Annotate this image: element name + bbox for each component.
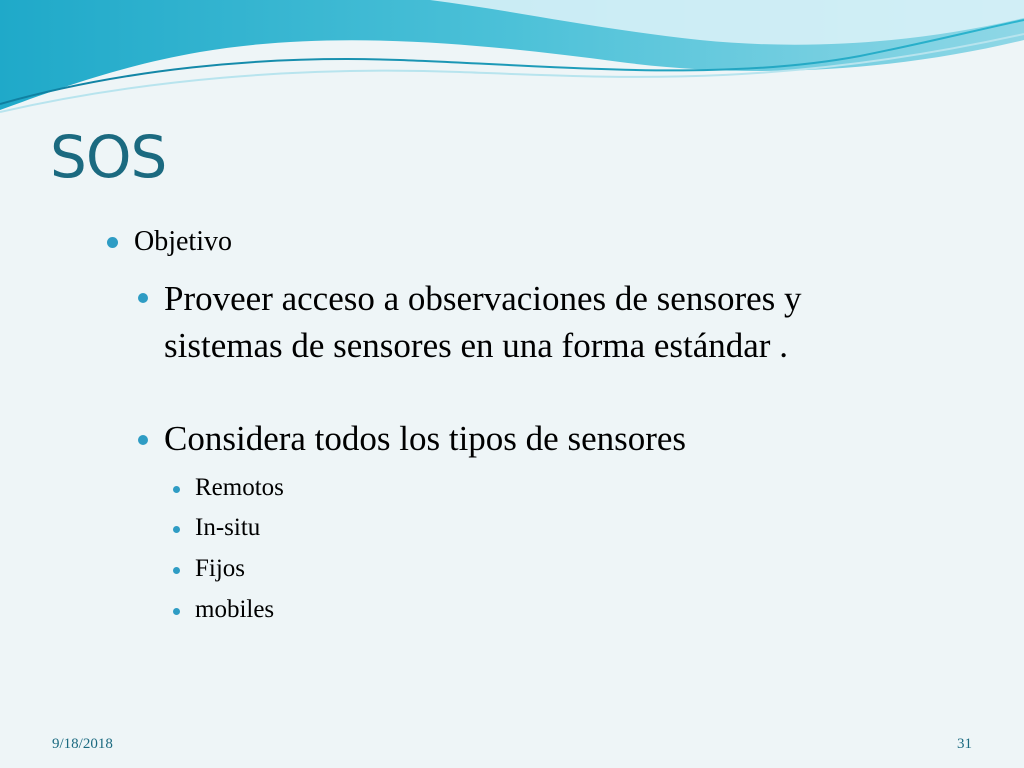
sensor-type-mobile: mobiles: [195, 596, 275, 623]
sensor-types-item: Considera todos los tipos de sensores: [164, 419, 687, 458]
bullet-level2: [138, 293, 148, 303]
objective-line-1: Proveer acceso a observaciones de sensores y: [164, 279, 802, 318]
sensor-type-remote: Remotos: [195, 474, 284, 501]
bullet-level1: [107, 237, 118, 248]
sensor-type-fixed: Fijos: [195, 555, 246, 582]
footer-date: 9/18/2018: [52, 736, 113, 752]
bullet-level3: [173, 608, 180, 615]
bullet-level3: [173, 526, 180, 533]
objective-line-2: sistemas de sensores en una forma estándar .: [164, 326, 788, 365]
bullet-level3: [173, 486, 180, 493]
header-wave-decoration: [0, 0, 1024, 130]
objective-heading: Objetivo: [134, 226, 232, 257]
bullet-level3: [173, 567, 180, 574]
slide-title: SOS: [50, 123, 167, 191]
footer-page-number: 31: [957, 736, 972, 752]
sensor-type-insitu: In-situ: [195, 514, 261, 541]
bullet-level2: [138, 435, 148, 445]
